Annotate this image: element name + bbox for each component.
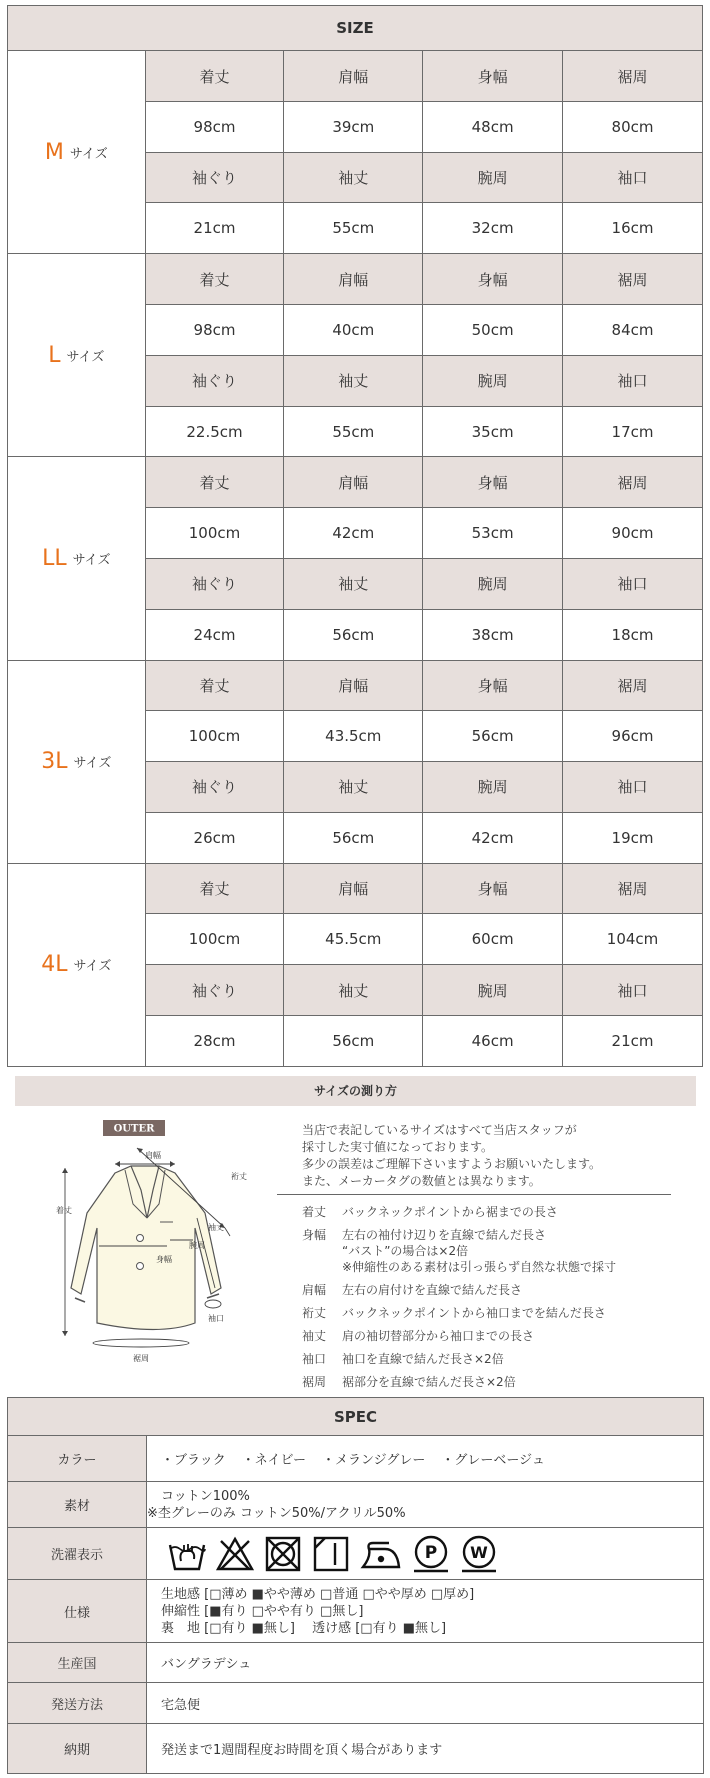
label-hem: 裾周 <box>133 1354 149 1363</box>
definition-row <box>302 1282 702 1298</box>
size-value-cell: 28cm <box>145 1015 284 1066</box>
definition-term: 身幅 <box>302 1228 327 1242</box>
size-header-row <box>8 660 703 711</box>
spec-wash <box>147 1528 704 1580</box>
measure-intro: 当店で表記しているサイズはすべて当店スタッフが 採寸した実寸値になっております。 多少の誤差はご理解下さいますようお願いいたします。 また、メーカータグの数値とは異なります。 <box>302 1123 602 1188</box>
definition-term: 裄丈 <box>302 1306 327 1320</box>
size-name: L <box>48 342 61 368</box>
divider <box>277 1194 671 1195</box>
no-bleach-icon <box>215 1535 255 1573</box>
size-value-cell: 16cm <box>563 203 703 254</box>
definition-text <box>342 1328 702 1344</box>
size-value-cell: 42cm <box>284 508 423 559</box>
definition-row <box>302 1374 702 1390</box>
size-header-row <box>8 457 703 508</box>
size-value-cell: 43.5cm <box>284 711 423 762</box>
size-header-cell: 身幅 <box>423 254 563 305</box>
size-value-cell: 56cm <box>284 609 423 660</box>
outer-badge-label: OUTER <box>113 1123 155 1135</box>
size-value-cell: 45.5cm <box>284 914 423 965</box>
size-header-cell: 身幅 <box>423 457 563 508</box>
size-header-cell: 袖口 <box>563 558 703 609</box>
label-arm: 腕周 <box>189 1241 205 1250</box>
definition-row <box>302 1227 702 1275</box>
definition-line: バックネックポイントから袖口までを結んだ長さ <box>342 1306 606 1320</box>
definition-text <box>342 1351 702 1367</box>
size-value-cell: 90cm <box>563 508 703 559</box>
size-header-cell: 袖ぐり <box>145 152 284 203</box>
spec-colors <box>147 1436 704 1482</box>
size-name: 4L <box>41 952 68 978</box>
size-value-cell: 56cm <box>423 711 563 762</box>
size-value-cell: 19cm <box>563 812 703 863</box>
definition-row <box>302 1328 702 1344</box>
definition-line: 袖口を直線で結んだ長さ×2倍 <box>342 1352 504 1366</box>
definition-term: 肩幅 <box>302 1283 327 1297</box>
label-body: 身幅 <box>156 1255 172 1264</box>
size-header-cell: 袖口 <box>563 355 703 406</box>
size-header-cell: 腕周 <box>423 965 563 1016</box>
size-value-cell: 56cm <box>284 812 423 863</box>
size-label <box>8 51 146 254</box>
size-value-cell: 98cm <box>145 305 284 356</box>
size-header-cell: 腕周 <box>423 152 563 203</box>
definition-text <box>342 1282 702 1298</box>
size-name: LL <box>42 545 67 571</box>
size-header-cell: 着丈 <box>145 457 284 508</box>
definition-term: 袖口 <box>302 1352 327 1366</box>
size-label <box>8 457 146 660</box>
spec-shipping: 宅急便 <box>147 1683 704 1724</box>
spec-origin: バングラデシュ <box>147 1643 704 1683</box>
size-header-cell: 腕周 <box>423 355 563 406</box>
size-value-cell: 55cm <box>284 203 423 254</box>
size-header-cell: 袖丈 <box>284 152 423 203</box>
size-suffix: サイズ <box>73 756 112 772</box>
definition-line: “バスト”の場合は×2倍 <box>342 1244 469 1258</box>
size-suffix: サイズ <box>66 349 105 365</box>
spec-label-delivery: 納期 <box>8 1724 147 1774</box>
definition-text <box>342 1227 702 1275</box>
outer-badge <box>103 1120 165 1136</box>
size-header-cell: 袖ぐり <box>145 355 284 406</box>
size-header-cell: 袖丈 <box>284 558 423 609</box>
size-header-cell: 着丈 <box>145 51 284 102</box>
size-header-cell: 袖丈 <box>284 355 423 406</box>
size-value-cell: 21cm <box>563 1015 703 1066</box>
size-value-cell: 39cm <box>284 101 423 152</box>
wet-clean-w-icon <box>459 1535 499 1573</box>
size-header-cell: 身幅 <box>423 51 563 102</box>
size-header-cell: 裾周 <box>563 51 703 102</box>
size-header-row <box>8 254 703 305</box>
size-value-cell: 84cm <box>563 305 703 356</box>
size-header-row <box>8 863 703 914</box>
size-value-cell: 32cm <box>423 203 563 254</box>
size-value-cell: 56cm <box>284 1015 423 1066</box>
size-header-cell: 袖丈 <box>284 965 423 1016</box>
size-title: SIZE <box>8 6 703 51</box>
definition-line: バックネックポイントから裾までの長さ <box>342 1205 558 1219</box>
definition-row <box>302 1351 702 1367</box>
label-yuki: 裄丈 <box>231 1172 247 1181</box>
definition-text <box>342 1374 702 1390</box>
size-header-cell: 裾周 <box>563 863 703 914</box>
size-value-cell: 22.5cm <box>145 406 284 457</box>
size-value-cell: 100cm <box>145 711 284 762</box>
dry-clean-p-icon <box>411 1535 451 1573</box>
measure-title: サイズの測り方 <box>15 1076 696 1106</box>
size-header-cell: 裾周 <box>563 660 703 711</box>
size-header-cell: 袖ぐり <box>145 965 284 1016</box>
spec-material: コットン100% ※杢グレーのみ コットン50%/アクリル50% <box>147 1482 704 1528</box>
no-tumble-dry-icon <box>263 1535 303 1573</box>
size-table <box>7 5 703 1067</box>
size-name: M <box>44 139 64 165</box>
size-label <box>8 254 146 457</box>
label-shoulder: 肩幅 <box>145 1151 161 1160</box>
size-header-cell: 袖口 <box>563 152 703 203</box>
size-value-cell: 60cm <box>423 914 563 965</box>
size-value-cell: 17cm <box>563 406 703 457</box>
size-value-cell: 38cm <box>423 609 563 660</box>
size-header-cell: 袖口 <box>563 965 703 1016</box>
size-label <box>8 863 146 1066</box>
label-sleeve: 袖丈 <box>208 1223 224 1232</box>
size-value-cell: 48cm <box>423 101 563 152</box>
label-length: 着丈 <box>56 1206 72 1215</box>
size-header-cell: 腕周 <box>423 762 563 813</box>
size-value-cell: 53cm <box>423 508 563 559</box>
definition-line: 左右の袖付け辺りを直線で結んだ長さ <box>342 1228 547 1242</box>
size-suffix: サイズ <box>72 552 111 568</box>
size-header-cell: 肩幅 <box>284 863 423 914</box>
definition-text <box>342 1305 702 1321</box>
definition-term: 袖丈 <box>302 1329 327 1343</box>
definition-row <box>302 1204 702 1220</box>
label-cuff: 袖口 <box>208 1314 224 1323</box>
spec-label-origin: 生産国 <box>8 1643 147 1683</box>
hand-wash-icon <box>167 1535 207 1573</box>
size-header-cell: 身幅 <box>423 863 563 914</box>
definition-line: 肩の袖切替部分から袖口までの長さ <box>342 1329 535 1343</box>
color-item: ・ネイビー <box>241 1453 306 1468</box>
svg-text:P: P <box>424 1542 438 1563</box>
size-header-cell: 肩幅 <box>284 51 423 102</box>
drip-dry-shade-icon <box>311 1535 351 1573</box>
color-item: ・ブラック <box>161 1453 226 1468</box>
spec-label-wash: 洗濯表示 <box>8 1528 147 1580</box>
spec-label-shipping: 発送方法 <box>8 1683 147 1724</box>
size-value-cell: 50cm <box>423 305 563 356</box>
spec-delivery: 発送まで1週間程度お時間を頂く場合があります <box>147 1724 704 1774</box>
size-value-cell: 42cm <box>423 812 563 863</box>
size-header-cell: 袖ぐり <box>145 762 284 813</box>
size-value-cell: 26cm <box>145 812 284 863</box>
size-header-cell: 袖丈 <box>284 762 423 813</box>
size-value-cell: 46cm <box>423 1015 563 1066</box>
measurement-diagram <box>55 1118 285 1373</box>
size-value-cell: 35cm <box>423 406 563 457</box>
size-header-cell: 裾周 <box>563 254 703 305</box>
definition-line: ※伸縮性のある素材は引っ張らず自然な状態で採寸 <box>342 1260 617 1274</box>
size-value-cell: 98cm <box>145 101 284 152</box>
size-value-cell: 21cm <box>145 203 284 254</box>
size-value-cell: 80cm <box>563 101 703 152</box>
definition-line: 左右の肩付けを直線で結んだ長さ <box>342 1283 523 1297</box>
size-header-cell: 肩幅 <box>284 457 423 508</box>
definition-text <box>342 1204 702 1220</box>
size-value-cell: 40cm <box>284 305 423 356</box>
spec-label-material: 素材 <box>8 1482 147 1528</box>
size-header-cell: 袖ぐり <box>145 558 284 609</box>
svg-text:W: W <box>470 1542 488 1562</box>
size-value-cell: 100cm <box>145 914 284 965</box>
size-header-cell: 身幅 <box>423 660 563 711</box>
size-header-row <box>8 51 703 102</box>
size-header-cell: 腕周 <box>423 558 563 609</box>
spec-table <box>7 1397 704 1774</box>
size-value-cell: 96cm <box>563 711 703 762</box>
size-value-cell: 100cm <box>145 508 284 559</box>
measure-definitions <box>302 1204 702 1397</box>
size-header-cell: 肩幅 <box>284 254 423 305</box>
spec-label-details: 仕様 <box>8 1580 147 1643</box>
spec-label-color: カラー <box>8 1436 147 1482</box>
definition-row <box>302 1305 702 1321</box>
size-header-cell: 着丈 <box>145 254 284 305</box>
definition-term: 着丈 <box>302 1205 327 1219</box>
size-header-cell: 着丈 <box>145 660 284 711</box>
size-value-cell: 24cm <box>145 609 284 660</box>
size-header-cell: 肩幅 <box>284 660 423 711</box>
spec-title: SPEC <box>8 1398 704 1436</box>
spec-details: 生地感 [□薄め ■やや薄め □普通 □やや厚め □厚め] 伸縮性 [■有り □やや有り □無し] 裏 地 [□有り ■無し] 透け感 [□有り ■無し] <box>147 1580 704 1643</box>
size-label <box>8 660 146 863</box>
size-header-cell: 袖口 <box>563 762 703 813</box>
size-name: 3L <box>41 749 68 775</box>
definition-term: 裾周 <box>302 1375 327 1389</box>
iron-low-icon <box>359 1535 403 1573</box>
size-value-cell: 104cm <box>563 914 703 965</box>
color-item: ・グレーベージュ <box>441 1453 545 1468</box>
definition-line: 裾部分を直線で結んだ長さ×2倍 <box>342 1375 516 1389</box>
size-suffix: サイズ <box>73 959 112 975</box>
size-value-cell: 55cm <box>284 406 423 457</box>
size-value-cell: 18cm <box>563 609 703 660</box>
size-suffix: サイズ <box>69 146 108 162</box>
size-header-cell: 着丈 <box>145 863 284 914</box>
color-item: ・メランジグレー <box>321 1453 426 1468</box>
size-header-cell: 裾周 <box>563 457 703 508</box>
